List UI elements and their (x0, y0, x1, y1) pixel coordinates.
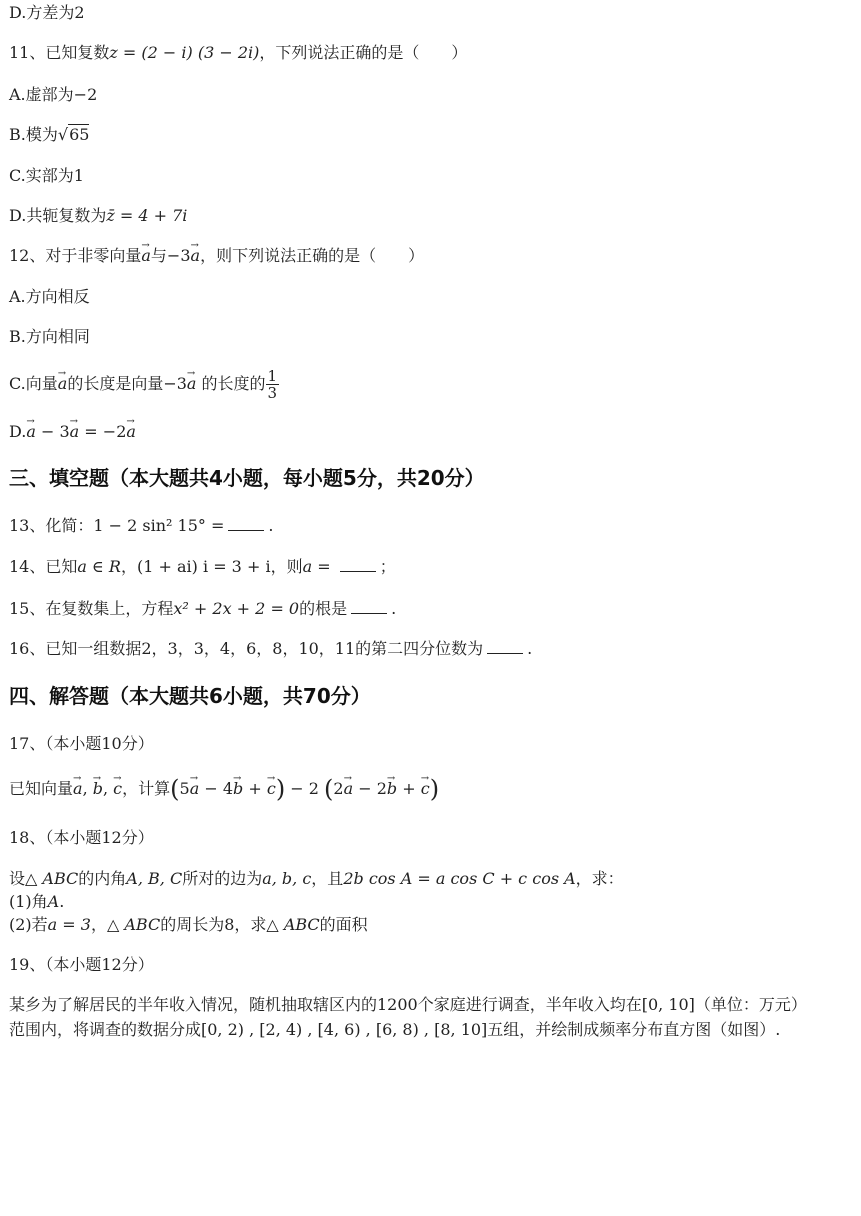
q14-math2: (1 + ai) i = 3 + i (137, 557, 271, 576)
q14-mid: ， (120, 557, 137, 576)
q12-option-d-prefix: D. (9, 422, 27, 441)
q15-end: . (391, 599, 397, 618)
q15-suffix: 的根是 (299, 599, 348, 618)
q14-mid2: ，则 (270, 557, 303, 576)
q18-line1-mid3: ，且 (311, 869, 344, 888)
q18-abc: ABC (283, 915, 320, 934)
q18-abc: ABC (42, 869, 79, 888)
q14-eq: = (312, 557, 336, 576)
q19-head: 19、（本小题12分） (9, 955, 154, 974)
q18-line1-mid: 的内角 (78, 869, 127, 888)
q12-option-c-mid: 的长度是向量−3 (67, 374, 187, 393)
q12-stem-suffix: ，则下列说法正确的是（ ） (200, 246, 425, 265)
answer-blank[interactable] (487, 639, 523, 654)
triangle-icon: 设△ (9, 869, 43, 888)
q12-option-d (9, 422, 136, 442)
q11-option-b-text: B.模为 (9, 125, 58, 144)
q17-expr-part2: 2→ a − 2→ b + → c (333, 779, 429, 798)
answer-blank[interactable] (340, 557, 376, 572)
q16-text: 16、已知一组数据2，3，3，4，6，8，10，11的第二四分位数为 (9, 639, 484, 658)
section-3-title: 三、填空题（本大题共4小题，每小题5分，共20分） (9, 466, 485, 490)
q11-option-d (9, 206, 187, 226)
vector-a: → a (187, 364, 197, 404)
q12-stem (9, 246, 424, 266)
q13 (9, 516, 273, 536)
q11-option-b (9, 125, 89, 145)
q14-var: a (302, 557, 313, 576)
paren-open: ( (170, 775, 180, 803)
q18-equation: 2b cos A = a cos C + c cos A (343, 869, 576, 888)
q12-option-c (9, 364, 279, 404)
q19-line1: 某乡为了解居民的半年收入情况，随机抽取辖区内的1200个家庭进行调查，半年收入均在[0, 10]（单位：万元） (9, 995, 807, 1014)
q11-option-a (9, 85, 97, 105)
q11-option-d-math: z̄ = 4 + 7i (106, 206, 188, 225)
vector-a: → a (191, 246, 201, 266)
q18-part1-text: (1)角 (9, 892, 48, 911)
q18-part1 (9, 892, 64, 912)
vector-a: → a (58, 364, 68, 404)
q14 (9, 557, 396, 577)
q17-body: 已知向量→ a, → b, → c，计算(5→ a − 4→ b + → c) − 2 (2→ a − 2→ b + → c) (9, 776, 439, 802)
q18-angles: A, B, C (126, 869, 183, 888)
vector-a: → a (73, 776, 83, 802)
q18-line1 (9, 869, 624, 889)
q18-part1-end: . (59, 892, 65, 911)
q17-expr-part1: 5→ a − 4→ b + → c (180, 779, 276, 798)
vector-a: → a (126, 422, 136, 442)
q15-math: x² + 2x + 2 = 0 (173, 599, 300, 618)
q17-mid: ，计算 (122, 779, 171, 798)
q15 (9, 599, 396, 619)
q11-stem-prefix: 11、已知复数 (9, 43, 110, 62)
fraction-denominator: 3 (267, 384, 278, 402)
q19-line2: 范围内，将调查的数据分成[0, 2) , [2, 4) , [4, 6) , [6, 8) , [8, 10]五组，并绘制成频率分布直方图（如图）. (9, 1020, 781, 1039)
q18-line1-end: ，求： (575, 869, 624, 888)
q18-abc: ABC (124, 915, 161, 934)
q14-suffix: ； (379, 557, 396, 576)
q11-option-b-math: 65 (69, 125, 90, 144)
q18-part1-var: A (47, 892, 60, 911)
q10-option-d: D.方差为2 (9, 3, 85, 22)
q11-stem (9, 43, 467, 63)
q18-part2-mid: ，△ (90, 915, 125, 934)
q18-part2-math: a = 3 (47, 915, 91, 934)
q11-option-d-text: D.共轭复数为 (9, 206, 107, 225)
q13-math: 1 − 2 sin² 15° = (93, 516, 225, 535)
q12-option-c-prefix: C.向量 (9, 374, 58, 393)
q11-option-c: C.实部为1 (9, 166, 84, 185)
q11-stem-math: z = (2 − i) (3 − 2i) (109, 43, 260, 62)
q13-prefix: 13、化简： (9, 516, 94, 535)
fraction-numerator: 1 (267, 367, 278, 385)
answer-blank[interactable] (228, 516, 264, 531)
vector-a: → a (26, 422, 36, 442)
q11-stem-suffix: ，下列说法正确的是（ ） (259, 43, 468, 62)
q12-stem-mid: 与−3 (150, 246, 191, 265)
q18-sides: a, b, c (262, 869, 312, 888)
paren-close: ) (429, 775, 440, 803)
q12-option-d-math: − 3 (35, 422, 70, 441)
q15-prefix: 15、在复数集上，方程 (9, 599, 174, 618)
q18-head: 18、（本小题12分） (9, 828, 154, 847)
vector-b: → b (93, 776, 103, 802)
vector-c: → c (113, 776, 122, 802)
q17-head: 17、（本小题10分） (9, 734, 154, 753)
q12-option-b: B.方向相同 (9, 327, 90, 346)
q11-option-a-text: A.虚部为 (9, 85, 74, 104)
q13-suffix: . (268, 516, 274, 535)
q11-option-a-math: −2 (73, 85, 98, 104)
q16-end: . (527, 639, 533, 658)
sqrt-icon: √ (57, 125, 69, 144)
vector-a: → a (70, 422, 80, 442)
q12-option-c-suffix: 的长度的 (196, 374, 266, 393)
vector-a: → a (141, 246, 151, 266)
fraction-one-third (266, 368, 280, 401)
q18-part2-end: 的面积 (319, 915, 368, 934)
q17-prefix: 已知向量 (9, 779, 74, 798)
q14-prefix: 14、已知 (9, 557, 78, 576)
answer-blank[interactable] (351, 599, 387, 614)
q14-math1: a ∈ R (77, 557, 121, 576)
q18-part2 (9, 915, 368, 935)
q16 (9, 639, 532, 659)
paren-open: ( (324, 775, 334, 803)
paren-close: ) (275, 775, 286, 803)
q12-option-a: A.方向相反 (9, 287, 90, 306)
q18-line1-mid2: 所对的边为 (182, 869, 263, 888)
q12-option-d-math2: = −2 (79, 422, 127, 441)
q18-part2-prefix: (2)若 (9, 915, 48, 934)
section-4-title: 四、解答题（本大题共6小题，共70分） (9, 684, 371, 708)
q18-part2-mid2: 的周长为8，求△ (160, 915, 284, 934)
q12-stem-prefix: 12、对于非零向量 (9, 246, 142, 265)
